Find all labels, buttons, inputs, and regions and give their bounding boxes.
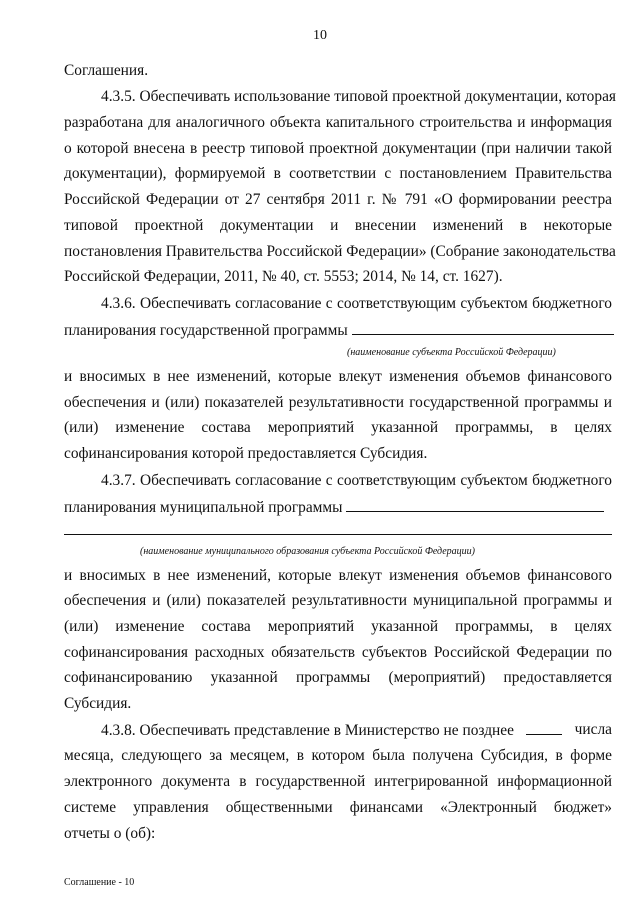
text-fragment: 4.3.8. Обеспечивать представление в Министерство не позднее	[101, 722, 514, 739]
text-line: софинансированию указанной программы (мероприятий) предоставляется	[64, 669, 612, 686]
text-line: типовой проектной документации и внесении изменений в некоторые	[64, 217, 612, 234]
text-line: софинансирования расходных обязательств субъектов Российской Федерации по	[64, 644, 612, 661]
page-number: 10	[313, 28, 327, 43]
text-line	[64, 320, 612, 341]
text-line: 4.3.7. Обеспечивать согласование с соответствующим субъектом бюджетного	[101, 472, 612, 489]
text-line: постановления Правительства Российской Федерации» (Собрание законодательства	[64, 243, 616, 260]
fill-in-blank	[526, 720, 562, 735]
text-line: Субсидия.	[64, 695, 132, 712]
text-line: Российской Федерации, 2011, № 40, ст. 5553; 2014, № 14, ст. 1627).	[64, 268, 503, 285]
field-caption: (наименование муниципального образования субъекта Российской Федерации)	[140, 546, 475, 557]
text-line: и вносимых в нее изменений, которые влекут изменения объемов финансового	[64, 567, 612, 584]
text-line: Соглашения.	[64, 62, 149, 79]
text-line: месяца, следующего за месяцем, в котором была получена Субсидия, в форме	[64, 747, 612, 764]
text-line: системе управления общественными финансами «Электронный бюджет»	[64, 799, 612, 816]
text-line: (или) изменение состава мероприятий указанной программы, в целях	[64, 618, 612, 635]
text-line: разработана для аналогичного объекта капитального строительства и информация	[64, 114, 612, 131]
text-line: отчеты о (об):	[64, 825, 156, 842]
text-fragment: планирования государственной программы	[64, 322, 348, 339]
text-line	[64, 497, 612, 518]
text-line	[101, 720, 612, 741]
text-line: обеспечения и (или) показателей результативности государственной программы и	[64, 394, 612, 411]
fill-in-blank	[352, 320, 614, 335]
fill-in-blank	[64, 534, 612, 535]
text-line: о которой внесена в реестр типовой проектной документации (при наличии такой	[64, 140, 612, 157]
text-fragment: числа	[574, 721, 612, 738]
text-line: и вносимых в нее изменений, которые влекут изменения объемов финансового	[64, 368, 612, 385]
text-fragment: планирования муниципальной программы	[64, 499, 343, 516]
text-line: электронного документа в государственной интегрированной информационной	[64, 773, 612, 790]
text-line: софинансирования которой предоставляется Субсидия.	[64, 445, 428, 462]
text-line: 4.3.5. Обеспечивать использование типовой проектной документации, которая	[101, 88, 616, 105]
text-line: (или) изменение состава мероприятий указанной программы, в целях	[64, 419, 612, 436]
text-line: 4.3.6. Обеспечивать согласование с соответствующим субъектом бюджетного	[101, 295, 612, 312]
footer: Соглашение - 10	[64, 877, 135, 888]
text-line: документации), формируемой в соответствии с постановлением Правительства	[64, 165, 612, 182]
text-line: Российской Федерации от 27 сентября 2011 г. № 791 «О формировании реестра	[64, 191, 612, 208]
fill-in-blank	[346, 497, 604, 512]
text-line: обеспечения и (или) показателей результативности муниципальной программы и	[64, 592, 612, 609]
field-caption: (наименование субъекта Российской Федерации)	[347, 347, 556, 358]
